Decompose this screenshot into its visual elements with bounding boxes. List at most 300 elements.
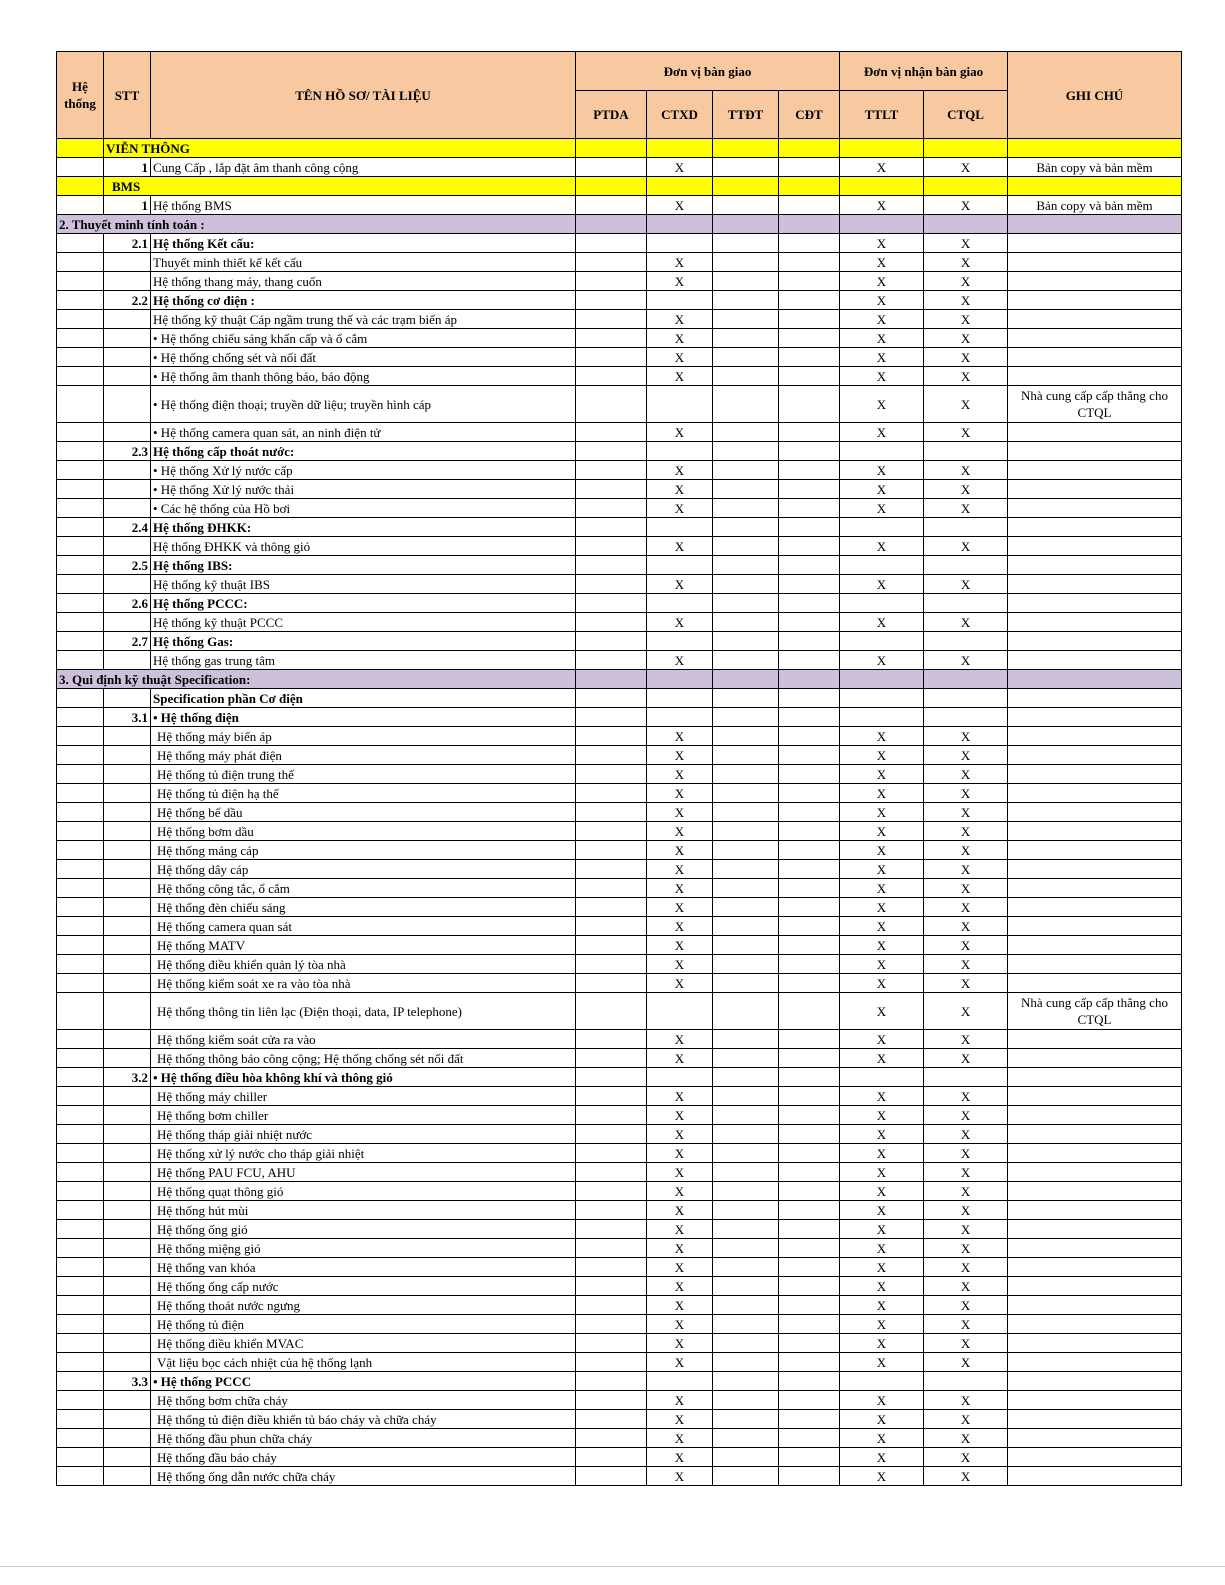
mark-ptda	[576, 689, 647, 708]
he-thong-cell	[57, 158, 104, 177]
mark-cdt	[779, 1144, 840, 1163]
mark-ttdt	[713, 670, 779, 689]
table-row	[57, 1410, 1182, 1429]
mark-ttdt	[713, 556, 779, 575]
mark-ctql: X	[924, 936, 1008, 955]
document-name-cell: • Hệ thống Xử lý nước cấp	[151, 461, 576, 480]
mark-ttdt	[713, 1106, 779, 1125]
mark-cdt	[779, 177, 840, 196]
mark-ctxd: X	[647, 1106, 713, 1125]
mark-ctql: X	[924, 898, 1008, 917]
mark-ctxd: X	[647, 765, 713, 784]
stt-cell	[104, 480, 151, 499]
mark-ptda	[576, 955, 647, 974]
stt-cell: 2.4	[104, 518, 151, 537]
mark-ctxd	[647, 632, 713, 651]
table-row	[57, 1429, 1182, 1448]
header-ptda: PTDA	[576, 91, 647, 139]
mark-ttlt: X	[840, 974, 924, 993]
document-name-cell: Hệ thống điều khiển quản lý tòa nhà	[151, 955, 576, 974]
group-title: VIỄN THÔNG	[104, 139, 576, 158]
mark-ctql: X	[924, 1106, 1008, 1125]
table-row	[57, 822, 1182, 841]
mark-ttdt	[713, 310, 779, 329]
mark-ctql: X	[924, 1239, 1008, 1258]
mark-ttlt: X	[840, 784, 924, 803]
mark-cdt	[779, 917, 840, 936]
mark-ptda	[576, 765, 647, 784]
mark-ttdt	[713, 1125, 779, 1144]
he-thong-cell	[57, 1068, 104, 1087]
document-name-cell: Hệ thống máy phát điện	[151, 746, 576, 765]
mark-ctql: X	[924, 291, 1008, 310]
note-cell	[1008, 1296, 1182, 1315]
note-cell	[1008, 1410, 1182, 1429]
mark-ptda	[576, 803, 647, 822]
mark-ttdt	[713, 841, 779, 860]
he-thong-cell	[57, 594, 104, 613]
mark-ttdt	[713, 746, 779, 765]
mark-ctql	[924, 632, 1008, 651]
stt-cell	[104, 1125, 151, 1144]
mark-ttdt	[713, 234, 779, 253]
mark-ptda	[576, 1353, 647, 1372]
mark-ctxd: X	[647, 348, 713, 367]
document-name-cell: Hệ thống bơm chiller	[151, 1106, 576, 1125]
note-cell	[1008, 1201, 1182, 1220]
mark-ctql: X	[924, 917, 1008, 936]
document-name-cell: • Các hệ thống của Hồ bơi	[151, 499, 576, 518]
mark-ttlt: X	[840, 936, 924, 955]
mark-ctxd: X	[647, 1448, 713, 1467]
note-cell	[1008, 1220, 1182, 1239]
he-thong-cell	[57, 537, 104, 556]
stt-cell	[104, 689, 151, 708]
mark-ttdt	[713, 613, 779, 632]
mark-ttlt: X	[840, 291, 924, 310]
mark-ptda	[576, 1220, 647, 1239]
mark-cdt	[779, 310, 840, 329]
table-row	[57, 1467, 1182, 1486]
mark-ptda	[576, 480, 647, 499]
document-name-cell: Hệ thống đầu phun chữa cháy	[151, 1429, 576, 1448]
mark-ttdt	[713, 993, 779, 1030]
mark-ctql	[924, 139, 1008, 158]
mark-ctql: X	[924, 955, 1008, 974]
mark-ttlt: X	[840, 329, 924, 348]
mark-ctql	[924, 708, 1008, 727]
mark-cdt	[779, 1315, 840, 1334]
mark-ttlt: X	[840, 423, 924, 442]
mark-cdt	[779, 879, 840, 898]
mark-ttlt: X	[840, 1429, 924, 1448]
table-row	[57, 670, 1182, 689]
table-row	[57, 803, 1182, 822]
mark-cdt	[779, 613, 840, 632]
stt-cell	[104, 841, 151, 860]
stt-cell	[104, 537, 151, 556]
mark-ctxd	[647, 139, 713, 158]
stt-cell	[104, 898, 151, 917]
mark-ptda	[576, 177, 647, 196]
mark-ptda	[576, 1087, 647, 1106]
mark-ttlt: X	[840, 746, 924, 765]
mark-ctql	[924, 556, 1008, 575]
stt-cell	[104, 1087, 151, 1106]
table-row	[57, 1220, 1182, 1239]
mark-ttdt	[713, 1163, 779, 1182]
he-thong-cell	[57, 1087, 104, 1106]
mark-cdt	[779, 348, 840, 367]
mark-ttdt	[713, 651, 779, 670]
header-don-vi-nhan-ban-giao: Đơn vị nhận bàn giao	[840, 52, 1008, 91]
mark-ttlt: X	[840, 727, 924, 746]
mark-ttdt	[713, 1068, 779, 1087]
he-thong-cell	[57, 291, 104, 310]
he-thong-cell	[57, 1182, 104, 1201]
mark-ttlt: X	[840, 1391, 924, 1410]
stt-cell	[104, 765, 151, 784]
note-cell	[1008, 727, 1182, 746]
he-thong-cell	[57, 917, 104, 936]
mark-ttdt	[713, 423, 779, 442]
document-name-cell: • Hệ thống điện	[151, 708, 576, 727]
mark-ctxd	[647, 234, 713, 253]
mark-ttdt	[713, 879, 779, 898]
stt-cell	[104, 1220, 151, 1239]
mark-ttlt: X	[840, 993, 924, 1030]
table-row	[57, 1334, 1182, 1353]
mark-ptda	[576, 974, 647, 993]
he-thong-cell	[57, 1030, 104, 1049]
table-row	[57, 158, 1182, 177]
document-name-cell: Hệ thống điều khiển MVAC	[151, 1334, 576, 1353]
mark-ctql: X	[924, 1163, 1008, 1182]
document-name-cell: Hệ thống ĐHKK:	[151, 518, 576, 537]
mark-ptda	[576, 158, 647, 177]
mark-cdt	[779, 1334, 840, 1353]
table-row	[57, 993, 1182, 1030]
mark-ptda	[576, 1391, 647, 1410]
document-name-cell: Hệ thống BMS	[151, 196, 576, 215]
note-cell	[1008, 879, 1182, 898]
mark-ttlt: X	[840, 386, 924, 423]
mark-ptda	[576, 613, 647, 632]
stt-cell	[104, 993, 151, 1030]
document-name-cell: Hệ thống bơm chữa cháy	[151, 1391, 576, 1410]
mark-ctxd: X	[647, 784, 713, 803]
mark-ttlt: X	[840, 1258, 924, 1277]
mark-cdt	[779, 1087, 840, 1106]
stt-cell: 3.3	[104, 1372, 151, 1391]
document-name-cell: Hệ thống PCCC:	[151, 594, 576, 613]
stt-cell	[104, 974, 151, 993]
document-name-cell: Hệ thống kiểm soát xe ra vào tòa nhà	[151, 974, 576, 993]
stt-cell	[104, 253, 151, 272]
mark-ctql: X	[924, 1201, 1008, 1220]
mark-ptda	[576, 1030, 647, 1049]
mark-ttlt: X	[840, 1296, 924, 1315]
mark-ptda	[576, 1296, 647, 1315]
note-cell	[1008, 1125, 1182, 1144]
mark-ctxd	[647, 689, 713, 708]
mark-cdt	[779, 765, 840, 784]
stt-cell	[104, 1239, 151, 1258]
stt-cell	[104, 917, 151, 936]
table-row	[57, 442, 1182, 461]
mark-ctql: X	[924, 746, 1008, 765]
mark-ttdt	[713, 765, 779, 784]
he-thong-cell	[57, 1106, 104, 1125]
mark-ctql: X	[924, 1220, 1008, 1239]
mark-ttlt: X	[840, 917, 924, 936]
he-thong-cell	[57, 1467, 104, 1486]
note-cell	[1008, 1467, 1182, 1486]
document-name-cell: • Hệ thống chiếu sáng khẩn cấp và ổ cắm	[151, 329, 576, 348]
mark-ttlt: X	[840, 1220, 924, 1239]
mark-ctql	[924, 594, 1008, 613]
mark-ptda	[576, 1334, 647, 1353]
mark-ttdt	[713, 518, 779, 537]
table-row	[57, 423, 1182, 442]
note-cell	[1008, 556, 1182, 575]
mark-ttdt	[713, 727, 779, 746]
he-thong-cell	[57, 632, 104, 651]
mark-cdt	[779, 708, 840, 727]
header-he-thong: Hệ thống	[57, 52, 104, 139]
note-cell	[1008, 822, 1182, 841]
stt-cell	[104, 1144, 151, 1163]
stt-cell	[104, 386, 151, 423]
he-thong-cell	[57, 1239, 104, 1258]
document-name-cell: Hệ thống tủ điện điều khiển tủ báo cháy và chữa cháy	[151, 1410, 576, 1429]
mark-ttdt	[713, 1258, 779, 1277]
he-thong-cell	[57, 480, 104, 499]
mark-ctql: X	[924, 423, 1008, 442]
table-row	[57, 386, 1182, 423]
mark-ttlt: X	[840, 480, 924, 499]
mark-ptda	[576, 272, 647, 291]
note-cell	[1008, 1372, 1182, 1391]
mark-ptda	[576, 936, 647, 955]
mark-ptda	[576, 1163, 647, 1182]
he-thong-cell	[57, 1220, 104, 1239]
note-cell	[1008, 575, 1182, 594]
stt-cell	[104, 310, 151, 329]
table-row	[57, 898, 1182, 917]
mark-ttdt	[713, 898, 779, 917]
mark-ttlt: X	[840, 272, 924, 291]
document-name-cell: • Hệ thống camera quan sát, an ninh điện tử	[151, 423, 576, 442]
mark-ttdt	[713, 1220, 779, 1239]
mark-ctql: X	[924, 765, 1008, 784]
document-name-cell: Hệ thống tủ điện hạ thế	[151, 784, 576, 803]
mark-ctxd	[647, 1372, 713, 1391]
mark-ctql	[924, 1372, 1008, 1391]
mark-ptda	[576, 291, 647, 310]
table-row	[57, 1353, 1182, 1372]
note-cell	[1008, 1049, 1182, 1068]
stt-cell	[104, 367, 151, 386]
mark-ttdt	[713, 1201, 779, 1220]
mark-ctxd: X	[647, 1239, 713, 1258]
stt-cell: 3.2	[104, 1068, 151, 1087]
document-name-cell: Hệ thống bơm dầu	[151, 822, 576, 841]
stt-cell: 2.1	[104, 234, 151, 253]
mark-ttdt	[713, 329, 779, 348]
stt-cell: 1	[104, 196, 151, 215]
mark-cdt	[779, 480, 840, 499]
mark-ptda	[576, 1372, 647, 1391]
he-thong-cell	[57, 974, 104, 993]
mark-ptda	[576, 594, 647, 613]
document-name-cell: Hệ thống IBS:	[151, 556, 576, 575]
mark-ptda	[576, 1315, 647, 1334]
mark-ttdt	[713, 215, 779, 234]
mark-ttdt	[713, 594, 779, 613]
table-row	[57, 1182, 1182, 1201]
mark-cdt	[779, 784, 840, 803]
table-row	[57, 348, 1182, 367]
document-name-cell: Hệ thống quạt thông gió	[151, 1182, 576, 1201]
mark-ttdt	[713, 860, 779, 879]
he-thong-cell	[57, 1258, 104, 1277]
mark-ttlt: X	[840, 1239, 924, 1258]
mark-ttlt: X	[840, 1353, 924, 1372]
mark-ttdt	[713, 822, 779, 841]
mark-ptda	[576, 1239, 647, 1258]
note-cell	[1008, 670, 1182, 689]
document-name-cell: Vật liệu bọc cách nhiệt của hệ thống lạnh	[151, 1353, 576, 1372]
mark-ctxd: X	[647, 537, 713, 556]
he-thong-cell	[57, 936, 104, 955]
stt-cell: 2.7	[104, 632, 151, 651]
mark-cdt	[779, 1030, 840, 1049]
table-row	[57, 1258, 1182, 1277]
mark-cdt	[779, 651, 840, 670]
stt-cell	[104, 1296, 151, 1315]
mark-ttdt	[713, 1467, 779, 1486]
mark-ctql: X	[924, 1049, 1008, 1068]
table-row	[57, 879, 1182, 898]
stt-cell: 1	[104, 158, 151, 177]
mark-ttlt: X	[840, 1277, 924, 1296]
mark-ptda	[576, 1429, 647, 1448]
stt-cell	[104, 1315, 151, 1334]
mark-ptda	[576, 1144, 647, 1163]
header-ctxd: CTXD	[647, 91, 713, 139]
note-cell	[1008, 499, 1182, 518]
mark-ttlt	[840, 442, 924, 461]
stt-cell	[104, 1201, 151, 1220]
he-thong-cell	[57, 1334, 104, 1353]
stt-cell	[104, 575, 151, 594]
note-cell: Nhà cung cấp cấp thẳng cho CTQL	[1008, 993, 1182, 1030]
table-row	[57, 310, 1182, 329]
document-name-cell: Hệ thống máng cáp	[151, 841, 576, 860]
table-row	[57, 518, 1182, 537]
stt-cell	[104, 822, 151, 841]
mark-ctql: X	[924, 1030, 1008, 1049]
mark-ttdt	[713, 1391, 779, 1410]
document-name-cell: Hệ thống ống gió	[151, 1220, 576, 1239]
mark-ttlt: X	[840, 1201, 924, 1220]
mark-ttlt: X	[840, 898, 924, 917]
document-name-cell: • Hệ thống điều hòa không khí và thông gió	[151, 1068, 576, 1087]
mark-ttlt: X	[840, 1467, 924, 1486]
header-ttlt: TTLT	[840, 91, 924, 139]
mark-ptda	[576, 310, 647, 329]
table-row	[57, 1239, 1182, 1258]
mark-ctxd: X	[647, 1467, 713, 1486]
document-name-cell: Cung Cấp , lắp đặt âm thanh công cộng	[151, 158, 576, 177]
mark-ttlt	[840, 1372, 924, 1391]
mark-ttlt: X	[840, 499, 924, 518]
mark-ctxd: X	[647, 272, 713, 291]
mark-cdt	[779, 556, 840, 575]
mark-ctql: X	[924, 879, 1008, 898]
mark-ttdt	[713, 1182, 779, 1201]
mark-ctql	[924, 689, 1008, 708]
mark-ttlt: X	[840, 955, 924, 974]
mark-ctql	[924, 177, 1008, 196]
mark-ttdt	[713, 367, 779, 386]
mark-ctql: X	[924, 784, 1008, 803]
table-row	[57, 329, 1182, 348]
stt-cell	[104, 1277, 151, 1296]
mark-ctxd: X	[647, 367, 713, 386]
mark-ctql: X	[924, 348, 1008, 367]
mark-ctql: X	[924, 1467, 1008, 1486]
mark-ctql: X	[924, 158, 1008, 177]
mark-ttdt	[713, 1353, 779, 1372]
mark-cdt	[779, 1467, 840, 1486]
table-row	[57, 594, 1182, 613]
mark-ttlt: X	[840, 613, 924, 632]
mark-ptda	[576, 993, 647, 1030]
document-name-cell: Hệ thống cơ điện :	[151, 291, 576, 310]
mark-ttdt	[713, 689, 779, 708]
mark-ttdt	[713, 974, 779, 993]
he-thong-cell	[57, 1277, 104, 1296]
mark-ptda	[576, 253, 647, 272]
note-cell	[1008, 442, 1182, 461]
mark-ctxd	[647, 291, 713, 310]
stt-cell	[104, 746, 151, 765]
note-cell	[1008, 480, 1182, 499]
mark-ctql: X	[924, 1258, 1008, 1277]
mark-ctxd: X	[647, 253, 713, 272]
mark-ctql: X	[924, 253, 1008, 272]
mark-cdt	[779, 291, 840, 310]
mark-ttlt	[840, 670, 924, 689]
he-thong-cell	[57, 689, 104, 708]
mark-ttlt	[840, 177, 924, 196]
mark-cdt	[779, 196, 840, 215]
note-cell	[1008, 613, 1182, 632]
he-thong-cell	[57, 1429, 104, 1448]
mark-ttlt	[840, 708, 924, 727]
mark-ttdt	[713, 158, 779, 177]
mark-cdt	[779, 594, 840, 613]
stt-cell	[104, 1448, 151, 1467]
stt-cell	[104, 272, 151, 291]
mark-ctxd: X	[647, 1163, 713, 1182]
note-cell	[1008, 367, 1182, 386]
mark-ctql: X	[924, 1277, 1008, 1296]
handover-table-sheet	[56, 51, 1182, 1486]
mark-ctql: X	[924, 822, 1008, 841]
